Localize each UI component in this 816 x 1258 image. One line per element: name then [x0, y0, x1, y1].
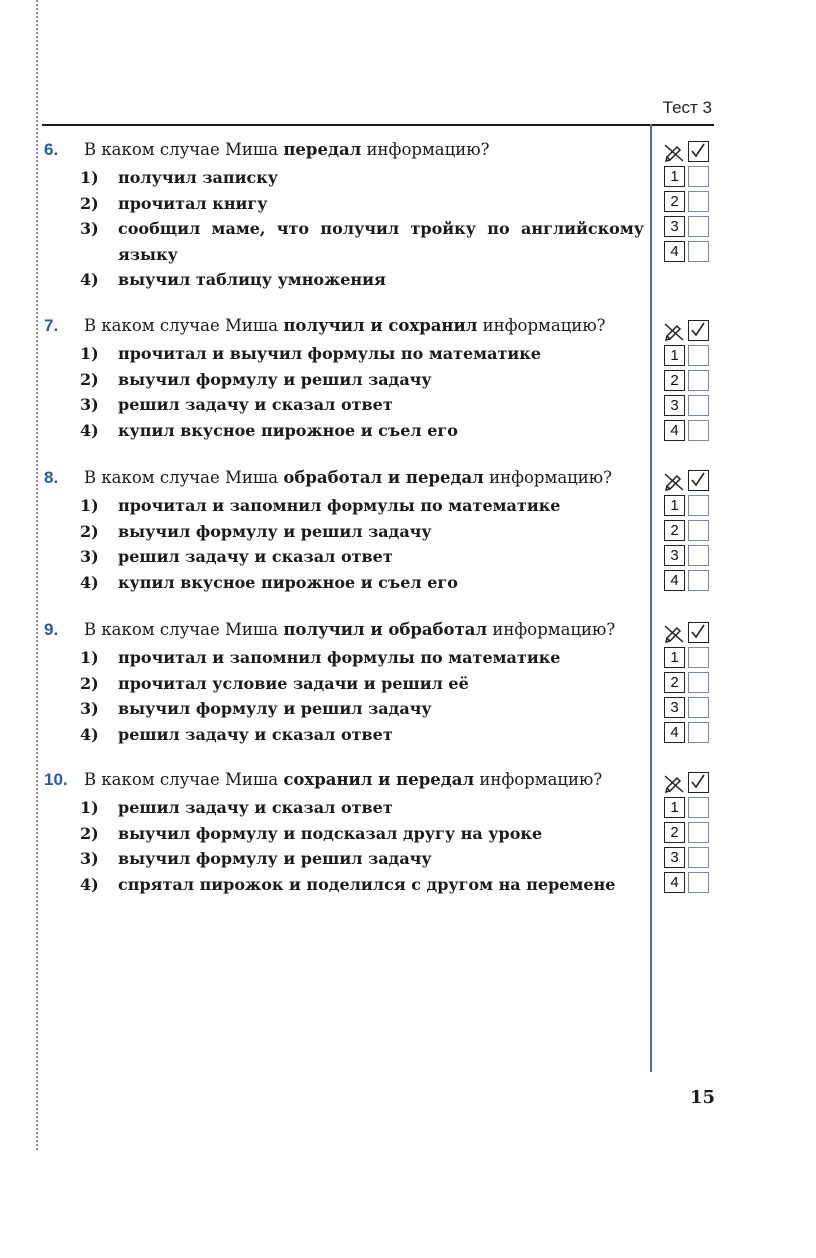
option-number-box: 4 [664, 570, 685, 591]
question [44, 313, 644, 443]
question [44, 617, 644, 747]
answer-checkbox[interactable] [688, 370, 709, 391]
answer-grid-header [664, 141, 714, 162]
answer-option [44, 165, 644, 191]
option-text: прочитал условие задачи и решил её [118, 673, 469, 693]
option-number: 1) [80, 168, 99, 187]
option-number: 4) [80, 572, 99, 592]
question-header [44, 617, 644, 643]
answer-options [44, 341, 644, 443]
option-number: 1) [80, 798, 99, 817]
option-text: выучил формулу и решил задачу [118, 849, 432, 868]
option-text: купил вкусное пирожное и съел его [118, 420, 458, 440]
answer-grid-row [664, 495, 714, 516]
answer-option [44, 493, 644, 519]
page-number: 15 [690, 1087, 716, 1108]
option-text: решил задачу и сказал ответ [118, 547, 393, 566]
option-text: прочитал и выучил формулы по математике [118, 344, 541, 363]
answer-option [44, 267, 644, 293]
answer-option [44, 671, 644, 697]
option-text: прочитал и запомнил формулы по математике [118, 648, 561, 667]
answer-grid [664, 622, 714, 747]
answer-options [44, 165, 644, 293]
question-text-part: В каком случае Миша [84, 770, 284, 789]
option-number: 2) [80, 369, 99, 389]
option-text: выучил таблицу умножения [118, 270, 386, 289]
option-number: 3) [80, 849, 99, 868]
question-text-part: В каком случае Миша [84, 316, 284, 335]
option-number: 3) [80, 395, 99, 414]
answer-checkbox[interactable] [688, 822, 709, 843]
option-number-box: 4 [664, 420, 685, 441]
answer-option [44, 519, 644, 545]
question-text-part: В каком случае Миша [84, 620, 284, 639]
answer-grid-row [664, 166, 714, 187]
answer-grid [664, 470, 714, 595]
option-number: 4) [80, 874, 99, 894]
crossed-pencil-icon [664, 141, 685, 162]
answer-option [44, 846, 644, 872]
answer-grid-row [664, 822, 714, 843]
answer-option [44, 392, 644, 418]
option-number-box: 3 [664, 395, 685, 416]
option-text: получил записку [118, 168, 279, 187]
answer-grid-row [664, 520, 714, 541]
answer-column-divider [650, 124, 652, 1072]
answer-grid-row [664, 370, 714, 391]
answer-checkbox[interactable] [688, 241, 709, 262]
header-rule [42, 124, 714, 126]
question-text [84, 617, 615, 643]
option-number-box: 1 [664, 647, 685, 668]
answer-grid-row [664, 722, 714, 743]
answer-option [44, 821, 644, 847]
option-text: решил задачу и сказал ответ [118, 395, 393, 414]
answer-checkbox[interactable] [688, 570, 709, 591]
checkmark-icon [688, 622, 709, 643]
answer-option [44, 645, 644, 671]
answer-option [44, 191, 644, 217]
option-number-box: 2 [664, 370, 685, 391]
question-text [84, 313, 606, 339]
option-number-box: 2 [664, 672, 685, 693]
answer-option [44, 544, 644, 570]
answer-checkbox[interactable] [688, 797, 709, 818]
option-number: 1) [80, 496, 99, 515]
option-number-box: 3 [664, 697, 685, 718]
cut-line [36, 0, 38, 1150]
answer-grid [664, 141, 714, 266]
question-header [44, 767, 644, 793]
answer-checkbox[interactable] [688, 647, 709, 668]
option-text: решил задачу и сказал ответ [118, 798, 393, 817]
answer-options [44, 795, 644, 897]
option-number: 3) [80, 699, 99, 718]
option-number: 2) [80, 673, 99, 693]
answer-checkbox[interactable] [688, 395, 709, 416]
answer-checkbox[interactable] [688, 672, 709, 693]
option-text: решил задачу и сказал ответ [118, 724, 393, 744]
answer-checkbox[interactable] [688, 420, 709, 441]
answer-checkbox[interactable] [688, 545, 709, 566]
option-number-box: 4 [664, 872, 685, 893]
question-header [44, 137, 644, 163]
question-keyword: передал [283, 140, 362, 159]
question-text-part: информацию? [487, 620, 616, 639]
option-number: 2) [80, 193, 99, 213]
option-number: 4) [80, 270, 99, 289]
option-text: купил вкусное пирожное и съел его [118, 572, 458, 592]
option-number-box: 1 [664, 166, 685, 187]
answer-option [44, 341, 644, 367]
option-number-box: 2 [664, 191, 685, 212]
answer-checkbox[interactable] [688, 520, 709, 541]
answer-checkbox[interactable] [688, 697, 709, 718]
question [44, 465, 644, 595]
question-text-part: информацию? [477, 316, 606, 335]
option-number-box: 1 [664, 495, 685, 516]
answer-checkbox[interactable] [688, 722, 709, 743]
answer-grid-row [664, 847, 714, 868]
question-number: 10. [44, 770, 68, 789]
option-number: 2) [80, 823, 99, 843]
answer-option [44, 216, 644, 267]
answer-grid-row [664, 672, 714, 693]
question-keyword: получил и сохранил [283, 316, 478, 335]
question-number: 7. [44, 316, 59, 335]
option-number: 3) [80, 547, 99, 566]
option-text: выучил формулу и решил задачу [118, 369, 432, 389]
option-number: 2) [80, 521, 99, 541]
question-text-part: информацию? [474, 770, 603, 789]
question-text-part: информацию? [483, 468, 612, 487]
option-number-box: 3 [664, 216, 685, 237]
answer-grid [664, 320, 714, 445]
option-number: 4) [80, 420, 99, 440]
option-number-box: 4 [664, 241, 685, 262]
question [44, 767, 644, 897]
answer-checkbox[interactable] [688, 847, 709, 868]
question-keyword: обработал и передал [283, 468, 484, 487]
answer-grid-row [664, 797, 714, 818]
option-number: 3) [80, 219, 99, 238]
answer-checkbox[interactable] [688, 191, 709, 212]
answer-option [44, 795, 644, 821]
option-text: сообщил маме, что получил тройку по английскому языку [118, 219, 644, 264]
answer-option [44, 418, 644, 444]
answer-grid-row [664, 345, 714, 366]
answer-checkbox[interactable] [688, 216, 709, 237]
option-number: 4) [80, 724, 99, 744]
question-number: 8. [44, 468, 59, 487]
option-text: прочитал и запомнил формулы по математике [118, 496, 561, 515]
answer-grid-row [664, 545, 714, 566]
crossed-pencil-icon [664, 772, 685, 793]
checkmark-icon [688, 320, 709, 341]
answer-grid-header [664, 622, 714, 643]
crossed-pencil-icon [664, 470, 685, 491]
option-text: выучил формулу и решил задачу [118, 521, 432, 541]
answer-grid-row [664, 191, 714, 212]
answer-grid-row [664, 570, 714, 591]
question-number: 6. [44, 140, 59, 159]
answer-grid-row [664, 395, 714, 416]
question-keyword: получил и обработал [283, 620, 488, 639]
checkmark-icon [688, 470, 709, 491]
answer-grid-row [664, 420, 714, 441]
question-text [84, 767, 602, 793]
crossed-pencil-icon [664, 622, 685, 643]
option-number: 1) [80, 648, 99, 667]
answer-option [44, 570, 644, 596]
option-number-box: 1 [664, 345, 685, 366]
option-number-box: 4 [664, 722, 685, 743]
answer-grid-header [664, 772, 714, 793]
option-text: прочитал книгу [118, 193, 268, 213]
answer-grid-row [664, 697, 714, 718]
question-number: 9. [44, 620, 59, 639]
question-text-part: В каком случае Миша [84, 468, 284, 487]
answer-grid-row [664, 872, 714, 893]
test-label: Тест 3 [662, 98, 712, 117]
question-text-part: В каком случае Миша [84, 140, 284, 159]
answer-grid-header [664, 320, 714, 341]
option-number-box: 2 [664, 520, 685, 541]
option-text: спрятал пирожок и поделился с другом на перемене [118, 874, 616, 894]
question-header [44, 313, 644, 339]
question-text [84, 465, 612, 491]
answer-option [44, 872, 644, 898]
answer-grid [664, 772, 714, 897]
question [44, 137, 644, 293]
crossed-pencil-icon [664, 320, 685, 341]
answer-grid-row [664, 241, 714, 262]
answer-options [44, 645, 644, 747]
answer-grid-row [664, 216, 714, 237]
option-number-box: 2 [664, 822, 685, 843]
option-text: выучил формулу и подсказал другу на уроке [118, 823, 543, 843]
checkmark-icon [688, 772, 709, 793]
answer-checkbox[interactable] [688, 495, 709, 516]
option-number-box: 1 [664, 797, 685, 818]
option-number-box: 3 [664, 847, 685, 868]
question-keyword: сохранил и передал [283, 770, 475, 789]
answer-option [44, 367, 644, 393]
answer-options [44, 493, 644, 595]
answer-grid-row [664, 647, 714, 668]
answer-checkbox[interactable] [688, 872, 709, 893]
checkmark-icon [688, 141, 709, 162]
question-header [44, 465, 644, 491]
question-text-part: информацию? [361, 140, 490, 159]
answer-option [44, 722, 644, 748]
question-text [84, 137, 489, 163]
answer-option [44, 696, 644, 722]
option-number: 1) [80, 344, 99, 363]
option-number-box: 3 [664, 545, 685, 566]
option-text: выучил формулу и решил задачу [118, 699, 432, 718]
answer-grid-header [664, 470, 714, 491]
answer-checkbox[interactable] [688, 345, 709, 366]
answer-checkbox[interactable] [688, 166, 709, 187]
